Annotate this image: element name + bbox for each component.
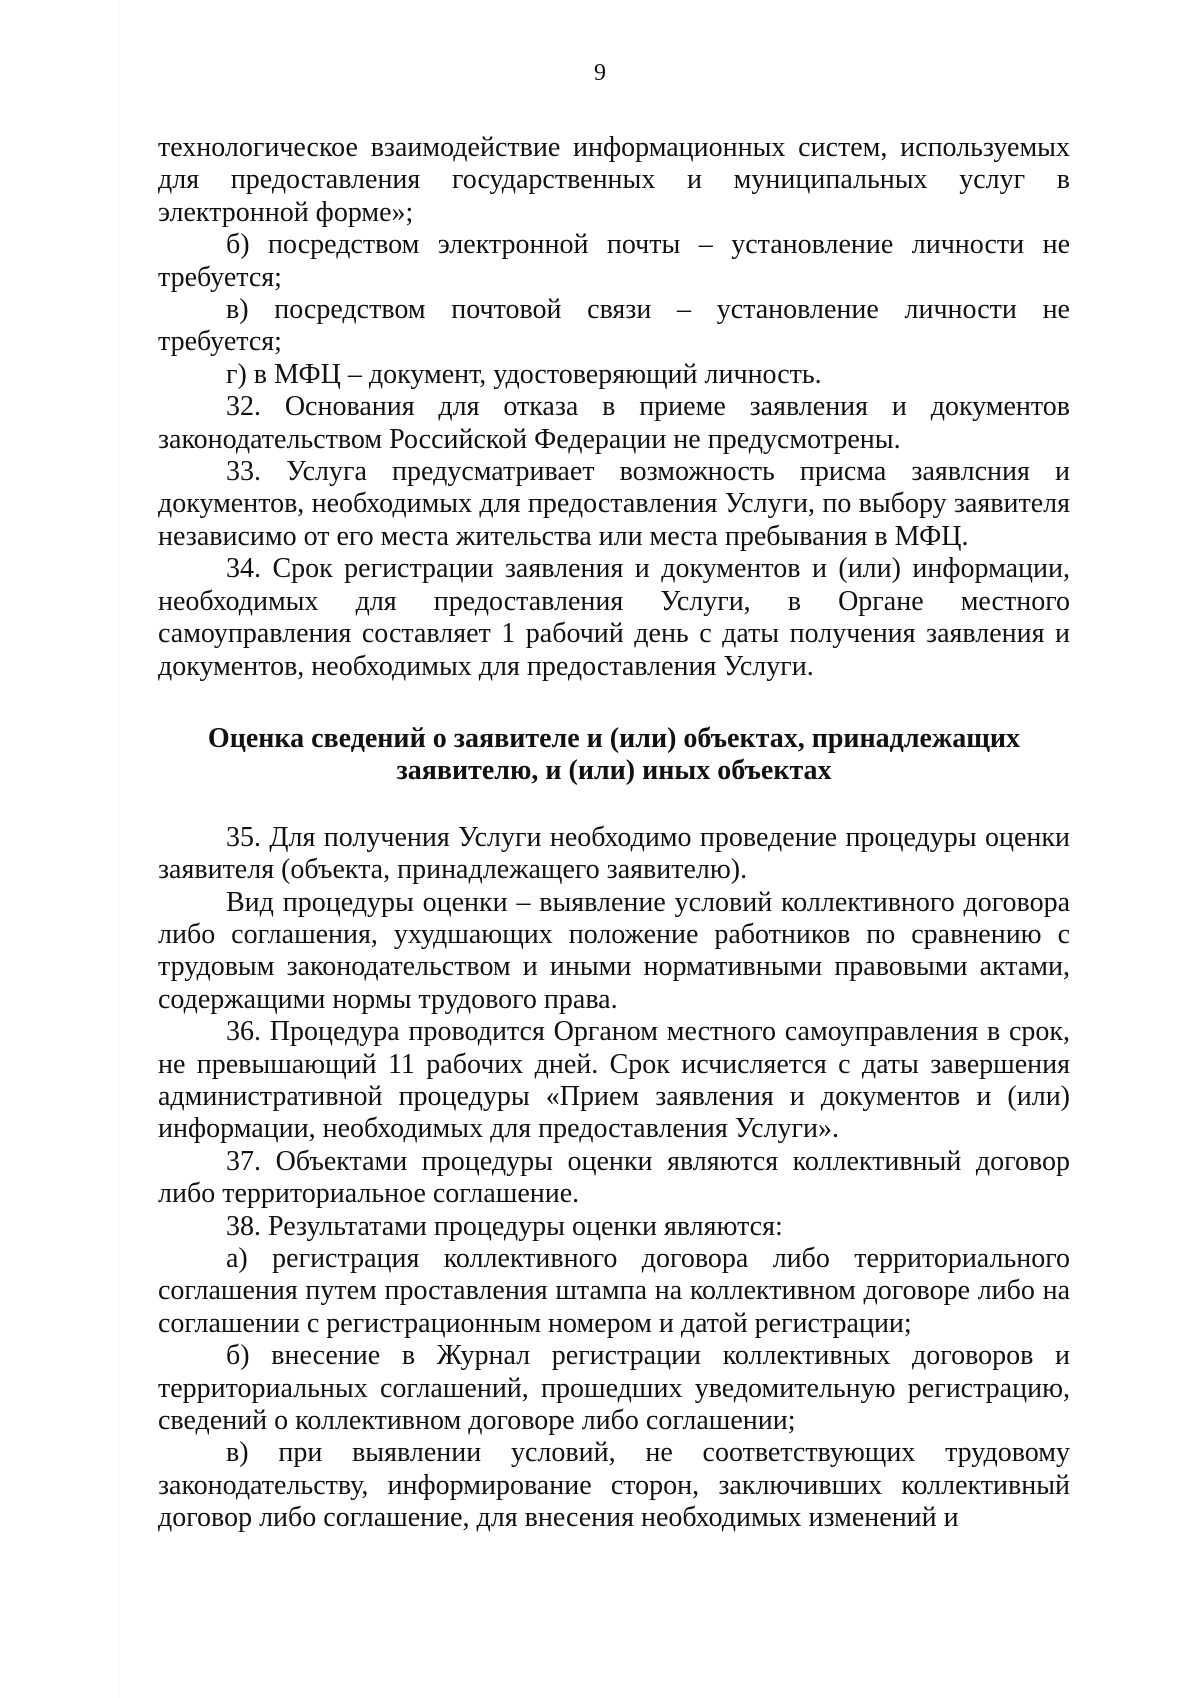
scan-edge-mark — [118, 0, 119, 1698]
paragraph-top-1: б) посредством электронной почты – установление личности не требуется; — [158, 229, 1070, 293]
paragraph-top-5: 33. Услуга предусматривает возможность присма заявлсния и документов, необходимых для предоставления Услуги, по выбору заявителя независимо от его места жительства или места пребывания в МФЦ. — [158, 456, 1070, 552]
paragraph-bottom-4: 38. Результатами процедуры оценки являются: — [226, 1210, 783, 1242]
paragraph-top-0: технологическое взаимодействие информационных систем, используемых для предоставления государственных и муниципальных услуг в электронной форме»; — [158, 132, 1070, 228]
paragraph-top-2: в) посредством почтовой связи – установление личности не требуется; — [158, 294, 1070, 358]
paragraph-bottom-5: а) регистрация коллективного договора либо территориального соглашения путем проставления штампа на коллективном договоре либо на соглашении с регистрационным номером и датой регистрации; — [158, 1243, 1070, 1339]
paragraph-bottom-6: б) внесение в Журнал регистрации коллективных договоров и территориальных соглашений, прошедших уведомительную регистрацию, сведений о коллективном договоре либо соглашении; — [158, 1340, 1070, 1437]
page-number: 9 — [594, 60, 606, 86]
paragraph-bottom-7: в) при выявлении условий, не соответствующих трудовому законодательству, информирование сторон, заключивших коллективный договор либо соглашение, для внесения необходимых изменений и — [158, 1437, 1070, 1534]
paragraph-top-6: 34. Срок регистрации заявления и документов и (или) информации, необходимых для предоставления Услуги, в Органе местного самоуправления составляет 1 рабочий день с даты получения заявления и документов, необходимых для предоставления Услуги. — [158, 553, 1070, 682]
document-body — [158, 132, 1070, 1535]
paragraph-bottom-3: 37. Объектами процедуры оценки являются коллективный договор либо территориальное соглашение. — [158, 1145, 1070, 1210]
section-heading: Оценка сведений о заявителе и (или) объектах, принадлежащих заявителю, и (или) иных объектах — [207, 722, 1021, 787]
paragraph-top-4: 32. Основания для отказа в приеме заявления и документов законодательством Российской Федерации не предусмотрены. — [158, 391, 1070, 455]
paragraph-bottom-1: Вид процедуры оценки – выявление условий коллективного договора либо соглашения, ухудшающих положение работников по сравнению с трудовым законодательством и иными нормативными правовыми актами, содержащими нормы трудового права. — [158, 886, 1070, 1015]
paragraph-top-3: г) в МФЦ – документ, удостоверяющий личность. — [226, 358, 822, 390]
paragraph-bottom-2: 36. Процедура проводится Органом местного самоуправления в срок, не превышающий 11 рабочих дней. Срок исчисляется с даты завершения административной процедуры «Прием заявления и документов и (или) информации, необходимых для предоставления Услуги». — [158, 1016, 1070, 1145]
paragraph-bottom-0: 35. Для получения Услуги необходимо проведение процедуры оценки заявителя (объекта, принадлежащего заявителю). — [158, 821, 1070, 886]
